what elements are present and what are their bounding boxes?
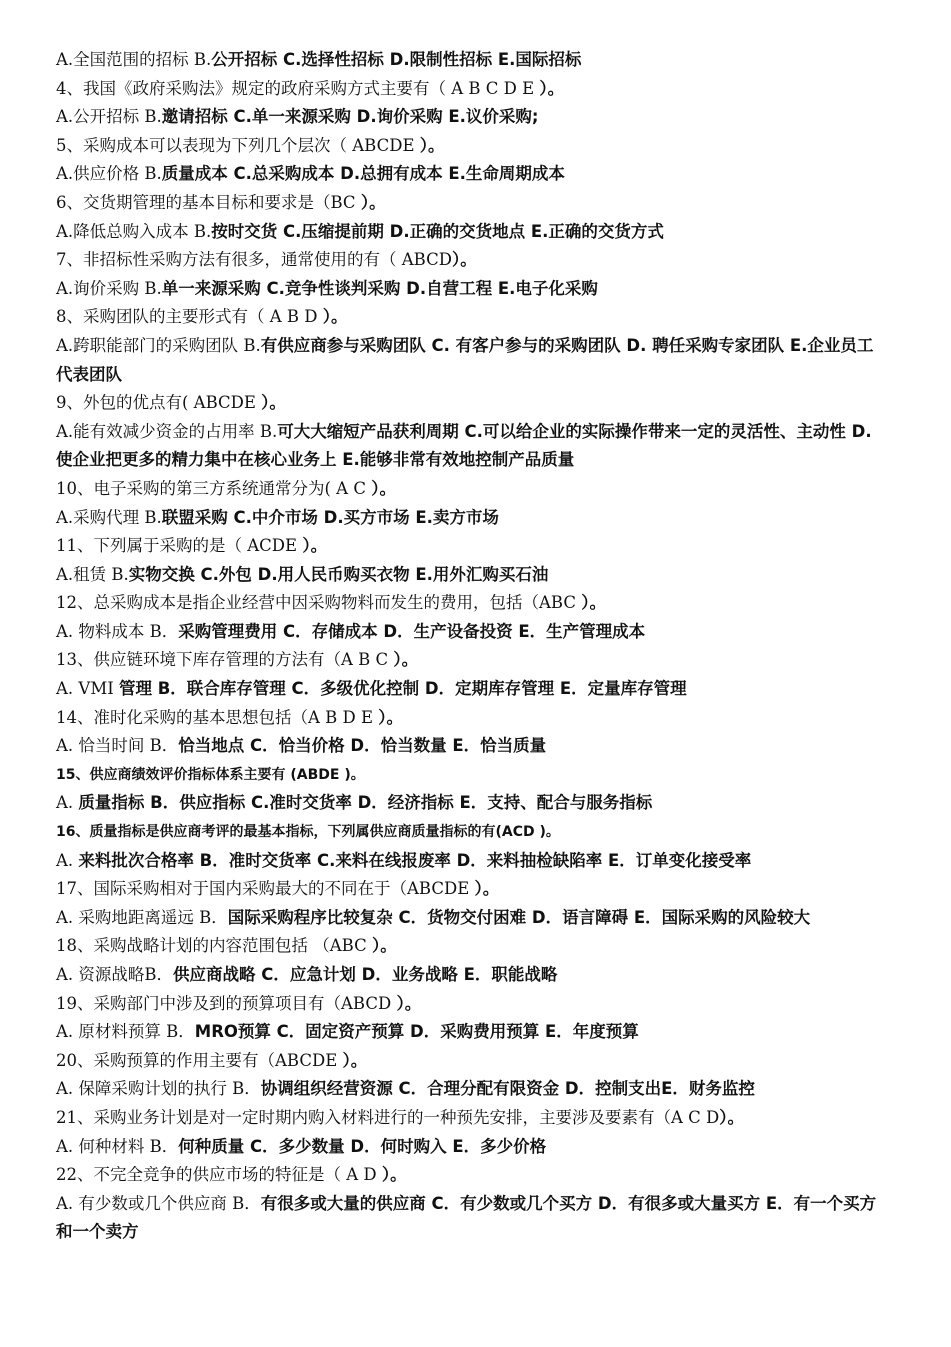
line-options: ）。 (342, 1050, 368, 1070)
line-prefix: 6、交货期管理的基本目标和要求是（BC (56, 192, 361, 212)
line-prefix: A.租赁 B. (56, 564, 129, 584)
line-prefix: 17、国际采购相对于国内采购最大的不同在于（ABCDE (56, 879, 475, 899)
line-prefix: 8、采购团队的主要形式有（ A B D (56, 307, 323, 327)
line-prefix: 4、我国《政府采购法》规定的政府采购方式主要有（ A B C D E (56, 78, 540, 98)
line-prefix: A. 何种材料 B． (56, 1136, 179, 1156)
line-options: ）。 (381, 1165, 407, 1185)
line-options: 质量指标 B．供应指标 C.准时交货率 D．经济指标 E．支持、配合与服务指标 (78, 793, 653, 813)
line-options: ）。 (419, 135, 445, 155)
text-line (56, 561, 886, 590)
line-options: ）。 (371, 478, 396, 498)
text-line (56, 1161, 886, 1190)
line-prefix: A.降低总购入成本 B. (56, 221, 212, 241)
line-options: 管理 B．联合库存管理 C．多级优化控制 D．定期库存管理 E．定量库存管理 (118, 679, 687, 699)
line-prefix: 13、供应链环境下库存管理的方法有（A B C (56, 650, 394, 670)
text-line (56, 189, 886, 218)
line-prefix: 11、下列属于采购的是（ ACDE (56, 536, 303, 556)
line-prefix: A.供应价格 B. (56, 164, 162, 184)
line-options: ）。 (474, 879, 500, 899)
text-line (56, 990, 886, 1019)
line-options: ）。 (302, 536, 328, 556)
line-options: 联盟采购 C.中介市场 D.买方市场 E.卖方市场 (161, 507, 499, 527)
text-line (56, 789, 886, 818)
line-options: 供应商战略 C．应急计划 D．业务战略 E．职能战略 (173, 965, 558, 984)
line-prefix: A. 恰当时间 B． (56, 736, 179, 756)
line-options: 可大大缩短产品获利周期 C.可以给企业的实际操作带来一定的灵活性、主动性 D.使企业把更多的精力集中在核心业务上 E.能够非常有效地控制产品质量 (56, 421, 872, 470)
text-line (56, 847, 886, 876)
line-prefix: 5、采购成本可以表现为下列几个层次（ ABCDE (56, 135, 420, 155)
text-line (56, 132, 886, 161)
text-line (56, 246, 886, 275)
line-options: 15、供应商绩效评价指标体系主要有 (ABDE )。 (56, 766, 365, 783)
text-line (56, 818, 886, 847)
text-line (56, 389, 886, 418)
text-line (56, 646, 886, 675)
text-line (56, 961, 886, 990)
line-options: ）。 (396, 993, 422, 1013)
line-options: ）。 (322, 307, 348, 327)
line-options: ）。 (581, 593, 606, 613)
line-prefix: 21、采购业务计划是对一定时期内购入材料进行的一种预先安排，主要涉及要素有（A C D (56, 1107, 720, 1127)
line-prefix: A.能有效减少资金的占用率 B. (56, 421, 278, 441)
line-options: 按时交货 C.压缩提前期 D.正确的交货地点 E.正确的交货方式 (211, 221, 664, 241)
text-line (56, 1133, 886, 1162)
line-options: 单一来源采购 C.竞争性谈判采购 D.自营工程 E.电子化采购 (161, 278, 598, 298)
question-list (56, 46, 886, 1247)
text-line (56, 932, 886, 961)
line-prefix: 19、采购部门中涉及到的预算项目有（ABCD (56, 993, 397, 1013)
line-options: 邀请招标 C.单一来源采购 D.询价采购 E.议价采购; (161, 107, 539, 127)
line-prefix: 7、非招标性采购方法有很多，通常使用的有（ ABCD (56, 250, 452, 270)
text-line (56, 1047, 886, 1076)
line-options: ）。 (371, 936, 397, 956)
line-options: 质量成本 C.总采购成本 D.总拥有成本 E.生命周期成本 (161, 164, 565, 184)
line-options: ）。 (261, 393, 286, 413)
text-line (56, 303, 886, 332)
line-options: 国际采购程序比较复杂 C．货物交付困难 D．语言障碍 E．国际采购的风险较大 (227, 907, 811, 927)
text-line (56, 75, 886, 104)
line-options: 16、质量指标是供应商考评的最基本指标，下列属供应商质量指标的有(ACD )。 (56, 824, 560, 841)
text-line (56, 589, 886, 618)
text-line (56, 46, 886, 75)
text-line (56, 1104, 886, 1133)
line-options: 有很多或大量的供应商 C．有少数或几个买方 D．有很多或大量买方 E．有一个买方和一个卖方 (56, 1193, 877, 1242)
text-line (56, 675, 886, 704)
line-prefix: A.询价采购 B. (56, 278, 162, 298)
text-line (56, 732, 886, 761)
line-options: ）。 (539, 78, 565, 98)
line-options: ）。 (378, 707, 404, 727)
line-options: ）。 (360, 192, 386, 212)
line-options: 恰当地点 C．恰当价格 D．恰当数量 E．恰当质量 (178, 736, 547, 756)
line-prefix: A. 保障采购计划的执行 B． (56, 1079, 261, 1099)
line-prefix: A. 物料成本 B． (56, 621, 179, 641)
line-options: 有供应商参与采购团队 C. 有客户参与的采购团队 D. 聘任采购专家团队 E.企业员工代表团队 (56, 335, 874, 384)
line-prefix: 20、采购预算的作用主要有（ABCDE (56, 1050, 343, 1070)
text-line (56, 904, 886, 933)
text-line (56, 704, 886, 733)
line-prefix: A.公开招标 B. (56, 107, 162, 127)
line-prefix: A.全国范围的招标 B. (56, 50, 212, 69)
line-options: 公开招标 C.选择性招标 D.限制性招标 E.国际招标 (211, 50, 582, 69)
text-line (56, 332, 886, 389)
text-line (56, 761, 886, 790)
line-options: 采购管理费用 C．存储成本 D．生产设备投资 E．生产管理成本 (178, 621, 646, 641)
text-line (56, 532, 886, 561)
text-line (56, 1075, 886, 1104)
text-line (56, 504, 886, 533)
line-prefix: A. 采购地距离遥远 B． (56, 907, 228, 927)
line-prefix: 18、采购战略计划的内容范围包括 （ABC (56, 936, 372, 956)
line-options: 协调组织经营资源 C．合理分配有限资金 D．控制支出E．财务监控 (260, 1079, 755, 1099)
line-prefix: A. (56, 793, 79, 813)
text-line (56, 875, 886, 904)
text-line (56, 1190, 886, 1247)
line-prefix: A. 资源战略B． (56, 965, 174, 984)
line-options: ）。 (719, 1107, 745, 1127)
line-prefix: 12、总采购成本是指企业经营中因采购物料而发生的费用，包括（ABC (56, 593, 582, 613)
text-line (56, 418, 886, 475)
line-prefix: 9、外包的优点有( ABCDE (56, 393, 262, 413)
line-prefix: A. 有少数或几个供应商 B． (56, 1193, 261, 1213)
text-line (56, 475, 886, 504)
line-options: ）。 (393, 650, 419, 670)
line-options: 实物交换 C.外包 D.用人民币购买衣物 E.用外汇购买石油 (128, 564, 549, 584)
text-line (56, 1018, 886, 1047)
text-line (56, 275, 886, 304)
text-line (56, 618, 886, 647)
line-prefix: A.跨职能部门的采购团队 B. (56, 335, 261, 355)
text-line (56, 103, 886, 132)
line-options: 何种质量 C．多少数量 D．何时购入 E．多少价格 (178, 1136, 547, 1156)
line-prefix: 22、不完全竞争的供应市场的特征是（ A D (56, 1165, 382, 1185)
line-prefix: 14、准时化采购的基本思想包括（A B D E (56, 707, 379, 727)
line-prefix: A. VMI (56, 679, 119, 699)
text-line (56, 218, 886, 247)
line-options: ）。 (451, 250, 477, 270)
line-prefix: A. 原材料预算 B． (56, 1022, 195, 1042)
line-options: MRO预算 C．固定资产预算 D．采购费用预算 E．年度预算 (194, 1022, 639, 1042)
line-prefix: 10、电子采购的第三方系统通常分为( A C (56, 478, 372, 498)
line-prefix: A. (56, 850, 79, 870)
text-line (56, 160, 886, 189)
line-options: 来料批次合格率 B．准时交货率 C.来料在线报废率 D．来料抽检缺陷率 E．订单变化接受率 (78, 850, 752, 870)
line-prefix: A.采购代理 B. (56, 507, 162, 527)
